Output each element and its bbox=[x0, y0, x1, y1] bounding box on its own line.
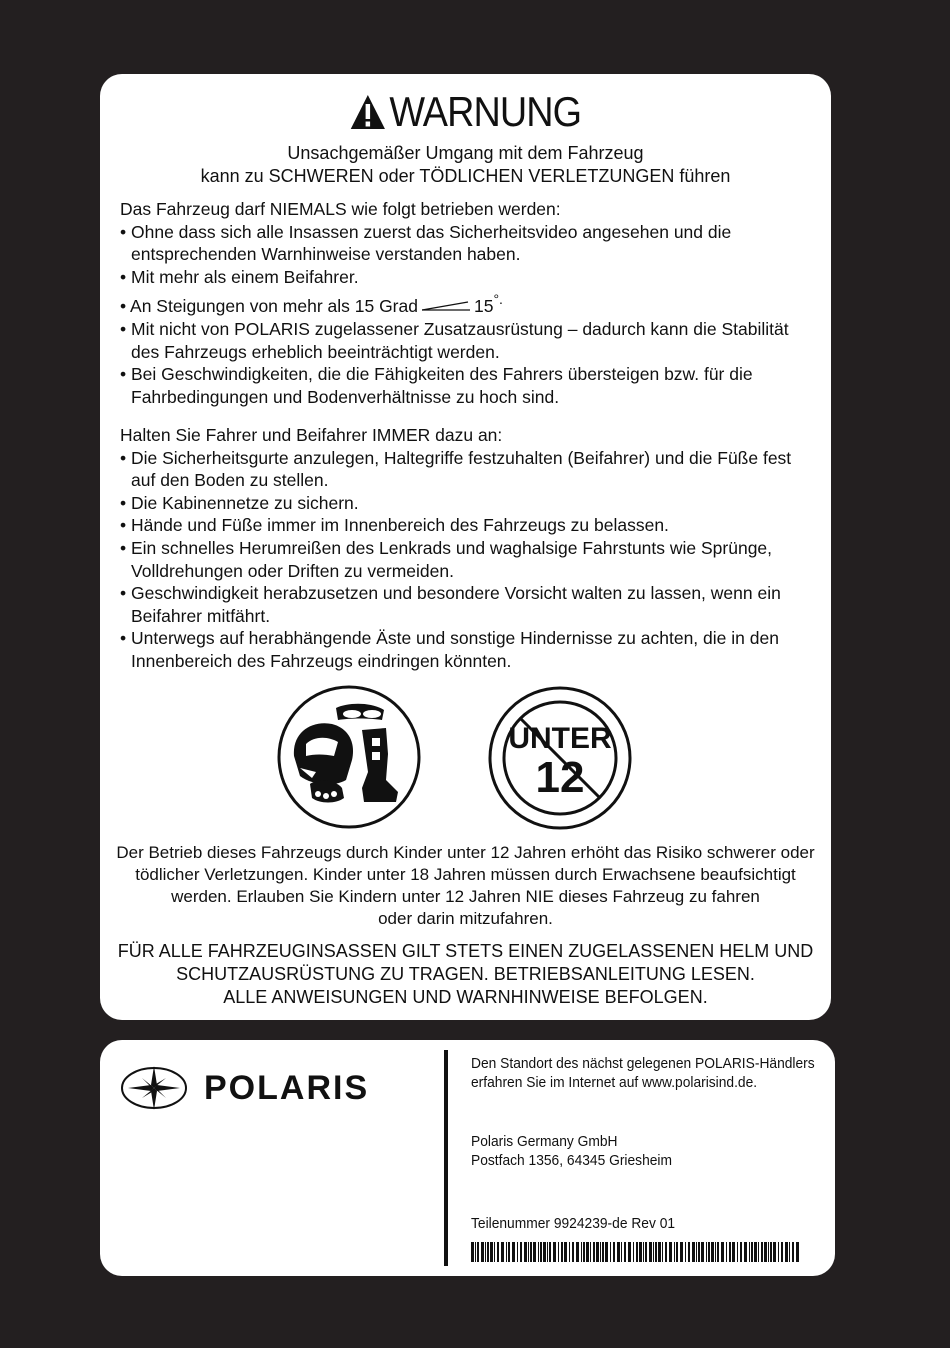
polaris-logo bbox=[120, 1060, 420, 1116]
barcode-bar bbox=[572, 1242, 574, 1262]
barcode-bar bbox=[506, 1242, 507, 1262]
barcode-bar bbox=[715, 1242, 716, 1262]
bullet-item: • Hände und Füße immer im Innenbereich des Fahrzeugs zu belassen. bbox=[120, 515, 669, 536]
warning-title bbox=[137, 88, 795, 136]
barcode-bar bbox=[680, 1242, 683, 1262]
barcode-bar bbox=[662, 1242, 663, 1262]
barcode-bar bbox=[586, 1242, 589, 1262]
incline-value: 15 bbox=[473, 296, 494, 317]
barcode-bar bbox=[688, 1242, 690, 1262]
warning-subtitle bbox=[100, 142, 831, 188]
barcode-bar bbox=[590, 1242, 591, 1262]
barcode-bar bbox=[778, 1242, 779, 1262]
note-line: werden. Erlauben Sie Kindern unter 12 Jahren NIE dieses Fahrzeug zu fahren bbox=[171, 887, 760, 906]
barcode-bar bbox=[490, 1242, 493, 1262]
final-warning bbox=[100, 940, 831, 1009]
warning-title-text: WARNUNG bbox=[389, 88, 582, 135]
note-line: oder darin mitzufahren. bbox=[378, 909, 553, 928]
no-children-under-12-icon bbox=[486, 684, 634, 832]
barcode-bar bbox=[538, 1242, 539, 1262]
barcode-bar bbox=[758, 1242, 759, 1262]
barcode-bar bbox=[796, 1242, 799, 1262]
barcode-bar bbox=[501, 1242, 504, 1262]
incline-slope-icon bbox=[422, 301, 470, 311]
barcode-bar bbox=[628, 1242, 631, 1262]
barcode-bar bbox=[485, 1242, 486, 1262]
bullet-item: • Unterwegs auf herabhängende Äste und sonstige Hindernisse zu achten, die in den Innenbereich des Fahrzeugs eindringen könnten. bbox=[120, 628, 779, 671]
barcode-bar bbox=[744, 1242, 747, 1262]
barcode-bar bbox=[605, 1242, 608, 1262]
section-intro: Das Fahrzeug darf NIEMALS wie folgt betrieben werden: bbox=[120, 199, 561, 219]
barcode-bar bbox=[528, 1242, 529, 1262]
bullet-item-incline bbox=[120, 288, 820, 318]
note-line: Der Betrieb dieses Fahrzeugs durch Kinder unter 12 Jahren erhöht das Risiko schwerer oder bbox=[116, 843, 815, 862]
barcode-bar bbox=[737, 1242, 738, 1262]
barcode-bar bbox=[547, 1242, 548, 1262]
barcode-bar bbox=[512, 1242, 515, 1262]
subtitle-line-1: Unsachgemäßer Umgang mit dem Fahrzeug bbox=[287, 143, 644, 163]
note-line: tödlicher Verletzungen. Kinder unter 18 Jahren müssen durch Erwachsene beaufsichtigt bbox=[135, 865, 796, 884]
dealer-line: erfahren Sie im Internet auf www.polarisind.de. bbox=[471, 1074, 758, 1091]
barcode-bar bbox=[633, 1242, 634, 1262]
barcode-bar bbox=[768, 1242, 769, 1262]
protective-gear-icon bbox=[276, 684, 422, 830]
barcode-bar bbox=[754, 1242, 757, 1262]
bullet-item: • Die Kabinennetze zu sichern. bbox=[120, 492, 359, 513]
barcode-bar bbox=[649, 1242, 652, 1262]
barcode-bar bbox=[564, 1242, 567, 1262]
section-intro: Halten Sie Fahrer und Beifahrer IMMER dazu an: bbox=[120, 425, 503, 445]
barcode-bar bbox=[487, 1242, 489, 1262]
children-note bbox=[100, 842, 831, 930]
barcode-bar bbox=[751, 1242, 753, 1262]
bullet-item: • Mit mehr als einem Beifahrer. bbox=[120, 266, 359, 287]
barcode-bar bbox=[674, 1242, 675, 1262]
barcode-bar bbox=[781, 1242, 783, 1262]
bullet-item: • Geschwindigkeit herabzusetzen und besondere Vorsicht walten zu lassen, wenn ein Beifahrer mitfährt. bbox=[120, 583, 781, 626]
barcode-bar bbox=[602, 1242, 604, 1262]
barcode-bar bbox=[685, 1242, 686, 1262]
age-number: 12 bbox=[535, 753, 585, 802]
subtitle-line-2: kann zu SCHWEREN oder TÖDLICHEN VERLETZUNGEN führen bbox=[200, 166, 731, 186]
barcode-bar bbox=[610, 1242, 611, 1262]
barcode-bar bbox=[643, 1242, 644, 1262]
barcode-bar bbox=[785, 1242, 788, 1262]
barcode-bar bbox=[508, 1242, 510, 1262]
age-word: UNTER bbox=[508, 722, 612, 755]
barcode-bar bbox=[792, 1242, 794, 1262]
bullet-item: • Bei Geschwindigkeiten, die die Fähigkeiten des Fahrers übersteigen bzw. für die Fahrbedingungen und Bodenverhältnisse zu hoch sind. bbox=[120, 364, 753, 407]
incline-unit: °. bbox=[493, 291, 503, 308]
bullet-item: • Die Sicherheitsgurte anzulegen, Haltegriffe festzuhalten (Beifahrer) und die Füße fest auf den Boden zu stellen. bbox=[120, 447, 792, 491]
barcode-bar bbox=[729, 1242, 731, 1262]
dealer-line: Den Standort des nächst gelegenen POLARIS-Händlers bbox=[471, 1055, 815, 1072]
barcode-bar bbox=[497, 1242, 499, 1262]
barcode-bar bbox=[732, 1242, 735, 1262]
barcode-bar bbox=[520, 1242, 522, 1262]
warning-triangle-icon bbox=[350, 94, 386, 130]
barcode-bar bbox=[711, 1242, 714, 1262]
barcode-bar bbox=[770, 1242, 772, 1262]
barcode-bar bbox=[549, 1242, 551, 1262]
barcode-bar bbox=[569, 1242, 570, 1262]
barcode-bar bbox=[583, 1242, 585, 1262]
barcode-bar bbox=[789, 1242, 790, 1262]
barcode-bar bbox=[676, 1242, 678, 1262]
barcode-bar bbox=[701, 1242, 704, 1262]
bullet-item: • Ohne dass sich alle Insassen zuerst das Sicherheitsvideo angesehen und die entsprechenden Warnhinweise verstanden haben. bbox=[120, 221, 732, 265]
barcode-bar bbox=[639, 1242, 642, 1262]
barcode-bar bbox=[600, 1242, 601, 1262]
barcode-bar bbox=[576, 1242, 579, 1262]
dealer-info bbox=[471, 1054, 815, 1092]
barcode-bar bbox=[764, 1242, 767, 1262]
barcode-bar bbox=[524, 1242, 527, 1262]
barcode-bar bbox=[773, 1242, 776, 1262]
barcode-bar bbox=[645, 1242, 647, 1262]
always-section bbox=[120, 424, 820, 673]
barcode-bar bbox=[558, 1242, 559, 1262]
warning-label bbox=[100, 74, 831, 1020]
info-label bbox=[100, 1040, 835, 1276]
barcode-bar bbox=[696, 1242, 697, 1262]
barcode-bar bbox=[717, 1242, 719, 1262]
barcode-bar bbox=[540, 1242, 542, 1262]
barcode-bar bbox=[471, 1242, 474, 1262]
postal-address: Postfach 1356, 64345 Griesheim bbox=[471, 1152, 672, 1169]
barcode-bar bbox=[636, 1242, 638, 1262]
barcode-bar bbox=[533, 1242, 536, 1262]
barcode-bar bbox=[669, 1242, 672, 1262]
barcode-bar bbox=[617, 1242, 620, 1262]
final-warning-line: SCHUTZAUSRÜSTUNG ZU TRAGEN. BETRIEBSANLEITUNG LESEN. bbox=[176, 964, 755, 984]
company-address bbox=[471, 1132, 672, 1170]
bullet-item: • Ein schnelles Herumreißen des Lenkrads und waghalsige Fahrstunts wie Sprünge, Volldrehungen oder Driften zu vermeiden. bbox=[120, 537, 773, 581]
part-number: Teilenummer 9924239-de Rev 01 bbox=[471, 1215, 676, 1232]
never-operate-section bbox=[120, 198, 820, 408]
bullet-item: • Mit nicht von POLARIS zugelassener Zusatzausrüstung – dadurch kann die Stabilität des Fahrzeugs erheblich beeinträchtigt werden. bbox=[120, 318, 789, 362]
barcode-bar bbox=[517, 1242, 518, 1262]
barcode-bar bbox=[708, 1242, 710, 1262]
barcode-bar bbox=[475, 1242, 476, 1262]
company-name: Polaris Germany GmbH bbox=[471, 1133, 618, 1150]
barcode-bar bbox=[740, 1242, 742, 1262]
barcode-bar bbox=[553, 1242, 556, 1262]
bullet-text: • An Steigungen von mehr als 15 Grad bbox=[120, 296, 418, 317]
barcode-bar bbox=[624, 1242, 626, 1262]
barcode-bar bbox=[658, 1242, 661, 1262]
barcode-bar bbox=[581, 1242, 582, 1262]
barcode-bar bbox=[593, 1242, 595, 1262]
barcode-bar bbox=[477, 1242, 479, 1262]
barcode-bar bbox=[655, 1242, 657, 1262]
barcode-bar bbox=[596, 1242, 599, 1262]
barcode-bar bbox=[530, 1242, 532, 1262]
barcode-bar bbox=[494, 1242, 495, 1262]
barcode-bar bbox=[698, 1242, 700, 1262]
barcode bbox=[471, 1242, 801, 1262]
barcode-bar bbox=[749, 1242, 750, 1262]
barcode-bar bbox=[726, 1242, 727, 1262]
barcode-bar bbox=[561, 1242, 563, 1262]
barcode-bar bbox=[721, 1242, 724, 1262]
barcode-bar bbox=[761, 1242, 763, 1262]
barcode-bar bbox=[692, 1242, 695, 1262]
final-warning-line: FÜR ALLE FAHRZEUGINSASSEN GILT STETS EINEN ZUGELASSENEN HELM UND bbox=[117, 941, 814, 961]
vertical-divider bbox=[444, 1050, 448, 1266]
final-warning-line: ALLE ANWEISUNGEN UND WARNHINWEISE BEFOLGEN. bbox=[223, 987, 708, 1007]
barcode-bar bbox=[613, 1242, 615, 1262]
brand-name: POLARIS bbox=[204, 1069, 370, 1107]
barcode-bar bbox=[665, 1242, 667, 1262]
barcode-bar bbox=[481, 1242, 484, 1262]
barcode-bar bbox=[543, 1242, 546, 1262]
barcode-bar bbox=[621, 1242, 622, 1262]
barcode-bar bbox=[653, 1242, 654, 1262]
barcode-bar bbox=[706, 1242, 707, 1262]
